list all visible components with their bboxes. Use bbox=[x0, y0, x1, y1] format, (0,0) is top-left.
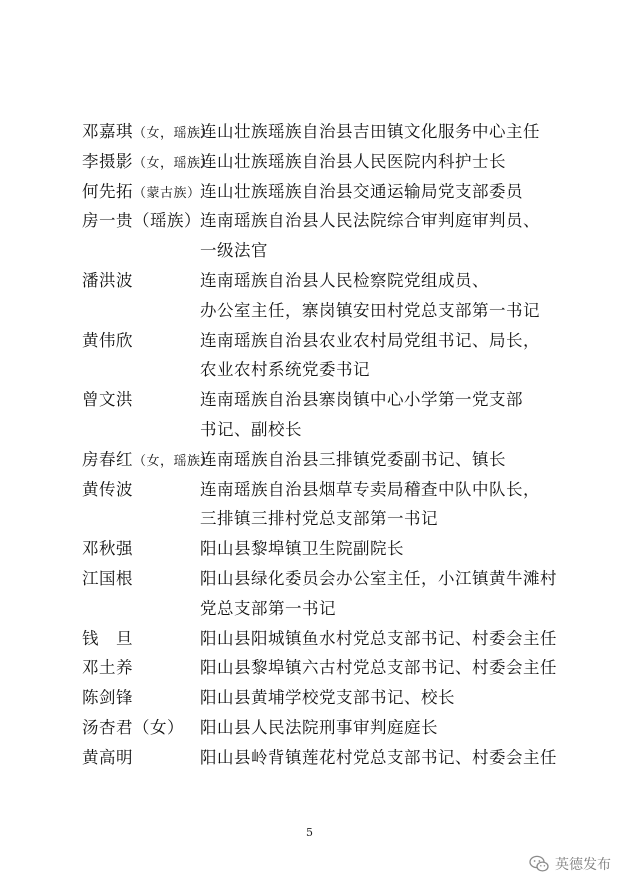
person-name bbox=[82, 713, 184, 745]
person-name-text: 江国根 bbox=[82, 569, 133, 588]
position-line: 阳山县阳城镇鱼水村党总支部书记、村委会主任 bbox=[200, 628, 557, 648]
person-name-text: 潘洪波 bbox=[82, 271, 133, 290]
position-line: 阳山县绿化委员会办公室主任，小江镇黄牛滩村 bbox=[200, 569, 557, 588]
person-name bbox=[82, 624, 133, 656]
person-name-text: 钱 旦 bbox=[82, 628, 133, 648]
person-name-text: 房春红 bbox=[82, 449, 133, 469]
person-name-text: 黄高明 bbox=[82, 747, 133, 767]
person-name bbox=[82, 534, 133, 566]
person-name bbox=[82, 683, 133, 715]
position-line: 党总支部第一书记 bbox=[200, 598, 336, 618]
position-line: 阳山县人民法院刑事审判庭庭长 bbox=[200, 718, 438, 737]
position-line: 一级法官 bbox=[200, 241, 268, 261]
person-note: （女，瑶族） bbox=[133, 155, 215, 171]
person-name bbox=[82, 475, 133, 507]
person-note: （蒙古族） bbox=[133, 185, 201, 201]
person-name bbox=[82, 326, 133, 358]
position-line: 连南瑶族自治县三排镇党委副书记、镇长 bbox=[200, 449, 506, 469]
person-name bbox=[82, 564, 133, 596]
position-line: 三排镇三排村党总支部第一书记 bbox=[200, 509, 438, 529]
watermark bbox=[529, 852, 611, 876]
person-note: （女，瑶族） bbox=[133, 453, 215, 469]
position-line: 连山壮族瑶族自治县吉田镇文化服务中心主任 bbox=[200, 122, 540, 141]
person-name bbox=[82, 653, 133, 685]
person-name-text: 邓秋强 bbox=[82, 539, 133, 559]
position-line: 连南瑶族自治县农业农村局党组书记、局长， bbox=[200, 330, 540, 350]
position-line: 阳山县黄埔学校党支部书记、校长 bbox=[200, 688, 455, 708]
person-name bbox=[82, 266, 133, 298]
person-name bbox=[82, 385, 133, 417]
person-name-text: 曾文洪 bbox=[82, 390, 133, 410]
person-name-text: 邓嘉琪 bbox=[82, 122, 133, 141]
person-name bbox=[82, 743, 133, 775]
position-line: 阳山县岭背镇莲花村党总支部书记、村委会主任 bbox=[200, 747, 557, 767]
person-name bbox=[82, 147, 214, 179]
position-line: 连山壮族瑶族自治县人民医院内科护士长 bbox=[200, 151, 506, 171]
position-line: 连山壮族瑶族自治县交通运输局党支部委员 bbox=[200, 181, 523, 201]
position-line: 农业农村系统党委书记 bbox=[200, 360, 370, 380]
person-name-text: 何先拓 bbox=[82, 181, 133, 201]
position-line: 连南瑶族自治县人民法院综合审判庭审判员、 bbox=[200, 211, 540, 231]
person-name-text: 汤杏君（女） bbox=[82, 718, 184, 737]
wechat-icon bbox=[529, 855, 549, 873]
position-line: 连南瑶族自治县寨岗镇中心小学第一党支部 bbox=[200, 390, 523, 410]
person-name bbox=[82, 206, 201, 238]
person-name bbox=[82, 117, 214, 149]
person-name-text: 房一贵（瑶族） bbox=[82, 211, 201, 231]
person-name-text: 李摄影 bbox=[82, 151, 133, 171]
person-name-text: 黄伟欣 bbox=[82, 330, 133, 350]
position-line: 书记、副校长 bbox=[200, 419, 302, 439]
person-name bbox=[82, 445, 214, 477]
position-line: 连南瑶族自治县人民检察院党组成员、 bbox=[200, 271, 489, 290]
watermark-text: 英德发布 bbox=[555, 857, 611, 873]
person-name-text: 黄传波 bbox=[82, 479, 133, 499]
position-line: 阳山县黎埠镇卫生院副院长 bbox=[200, 539, 404, 559]
page-number: 5 bbox=[306, 826, 313, 839]
position-line: 阳山县黎埠镇六古村党总支部书记、村委会主任 bbox=[200, 658, 557, 678]
person-name-text: 陈剑锋 bbox=[82, 688, 133, 708]
person-name-text: 邓土养 bbox=[82, 658, 133, 678]
position-line: 办公室主任，寨岗镇安田村党总支部第一书记 bbox=[200, 300, 540, 320]
position-line: 连南瑶族自治县烟草专卖局稽查中队中队长， bbox=[200, 479, 540, 499]
person-note: （女，瑶族） bbox=[133, 126, 215, 141]
person-name bbox=[82, 177, 201, 209]
